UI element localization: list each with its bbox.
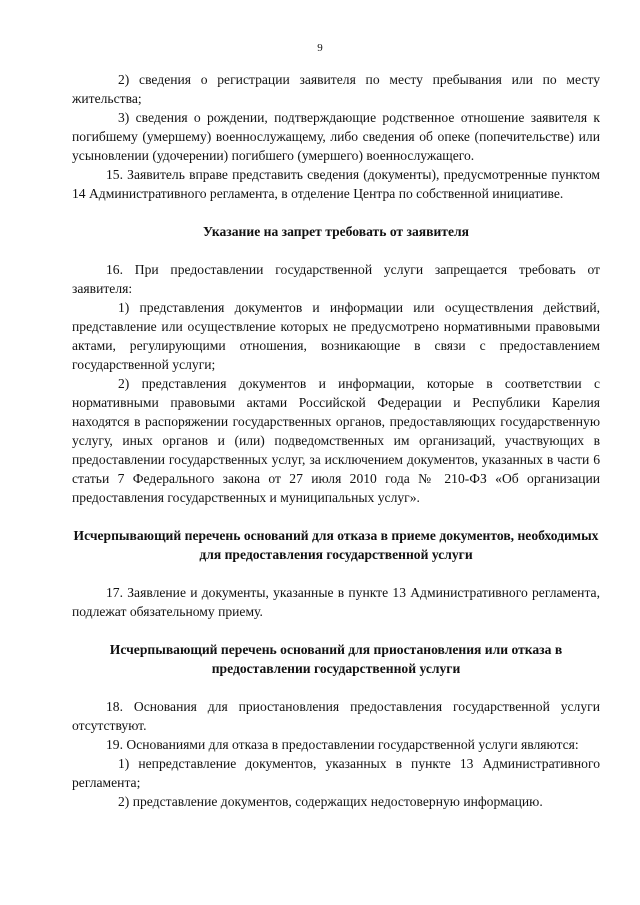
paragraph: 2) сведения о регистрации заявителя по месту пребывания или по месту жительства; [72, 72, 600, 106]
spacer [72, 564, 600, 583]
paragraph: 2) представление документов, содержащих недостоверную информацию. [118, 794, 543, 809]
paragraph: 18. Основания для приостановления предоставления государственной услуги отсутствуют. [72, 699, 600, 733]
paragraph: 17. Заявление и документы, указанные в пункте 13 Административного регламента, подлежат обязательному приему. [72, 585, 600, 619]
spacer [72, 507, 600, 526]
paragraph: 19. Основаниями для отказа в предоставлении государственной услуги являются: [106, 737, 579, 752]
paragraph: 16. При предоставлении государственной услуги запрещается требовать от заявителя: [72, 262, 600, 296]
paragraph: 1) непредставление документов, указанных в пункте 13 Административного регламента; [72, 756, 600, 790]
section-heading: Исчерпывающий перечень оснований для приостановления или отказа в предоставлении государственной услуги [109, 642, 563, 676]
paragraph: 3) сведения о рождении, подтверждающие родственное отношение заявителя к погибшему (умершему) военнослужащему, либо сведения об опеке (попечительстве) или усыновлении (удочерении) погибшего (умершего) военнослужащего. [72, 110, 600, 163]
spacer [72, 621, 600, 640]
section-heading: Исчерпывающий перечень оснований для отказа в приеме документов, необходимых для предоставления государственной услуги [73, 528, 599, 562]
spacer [72, 678, 600, 697]
spacer [72, 203, 600, 222]
spacer [72, 241, 600, 260]
paragraph: 15. Заявитель вправе представить сведения (документы), предусмотренные пунктом 14 Административного регламента, в отделение Центра по собственной инициативе. [72, 167, 600, 201]
paragraph: 1) представления документов и информации или осуществления действий, представление или осуществление которых не предусмотрено нормативными правовыми актами, регулирующими отношения, возникающие в связи с предоставлением государственной услуги; [72, 300, 600, 372]
document-body [72, 70, 600, 811]
section-heading: Указание на запрет требовать от заявителя [203, 224, 469, 239]
page-number: 9 [317, 42, 323, 54]
paragraph: 2) представления документов и информации, которые в соответствии с нормативными правовыми актами Российской Федерации и Республики Карелия находятся в распоряжении государственных органов, предоставляющих государственную услугу, иных органов и (или) подведомственных им организаций, участвующих в предоставлении государственных услуг, за исключением документов, указанных в части 6 статьи 7 Федерального закона от 27 июля 2010 года № 210-ФЗ «Об организации предоставления государственных и муниципальных услуг». [72, 376, 600, 505]
